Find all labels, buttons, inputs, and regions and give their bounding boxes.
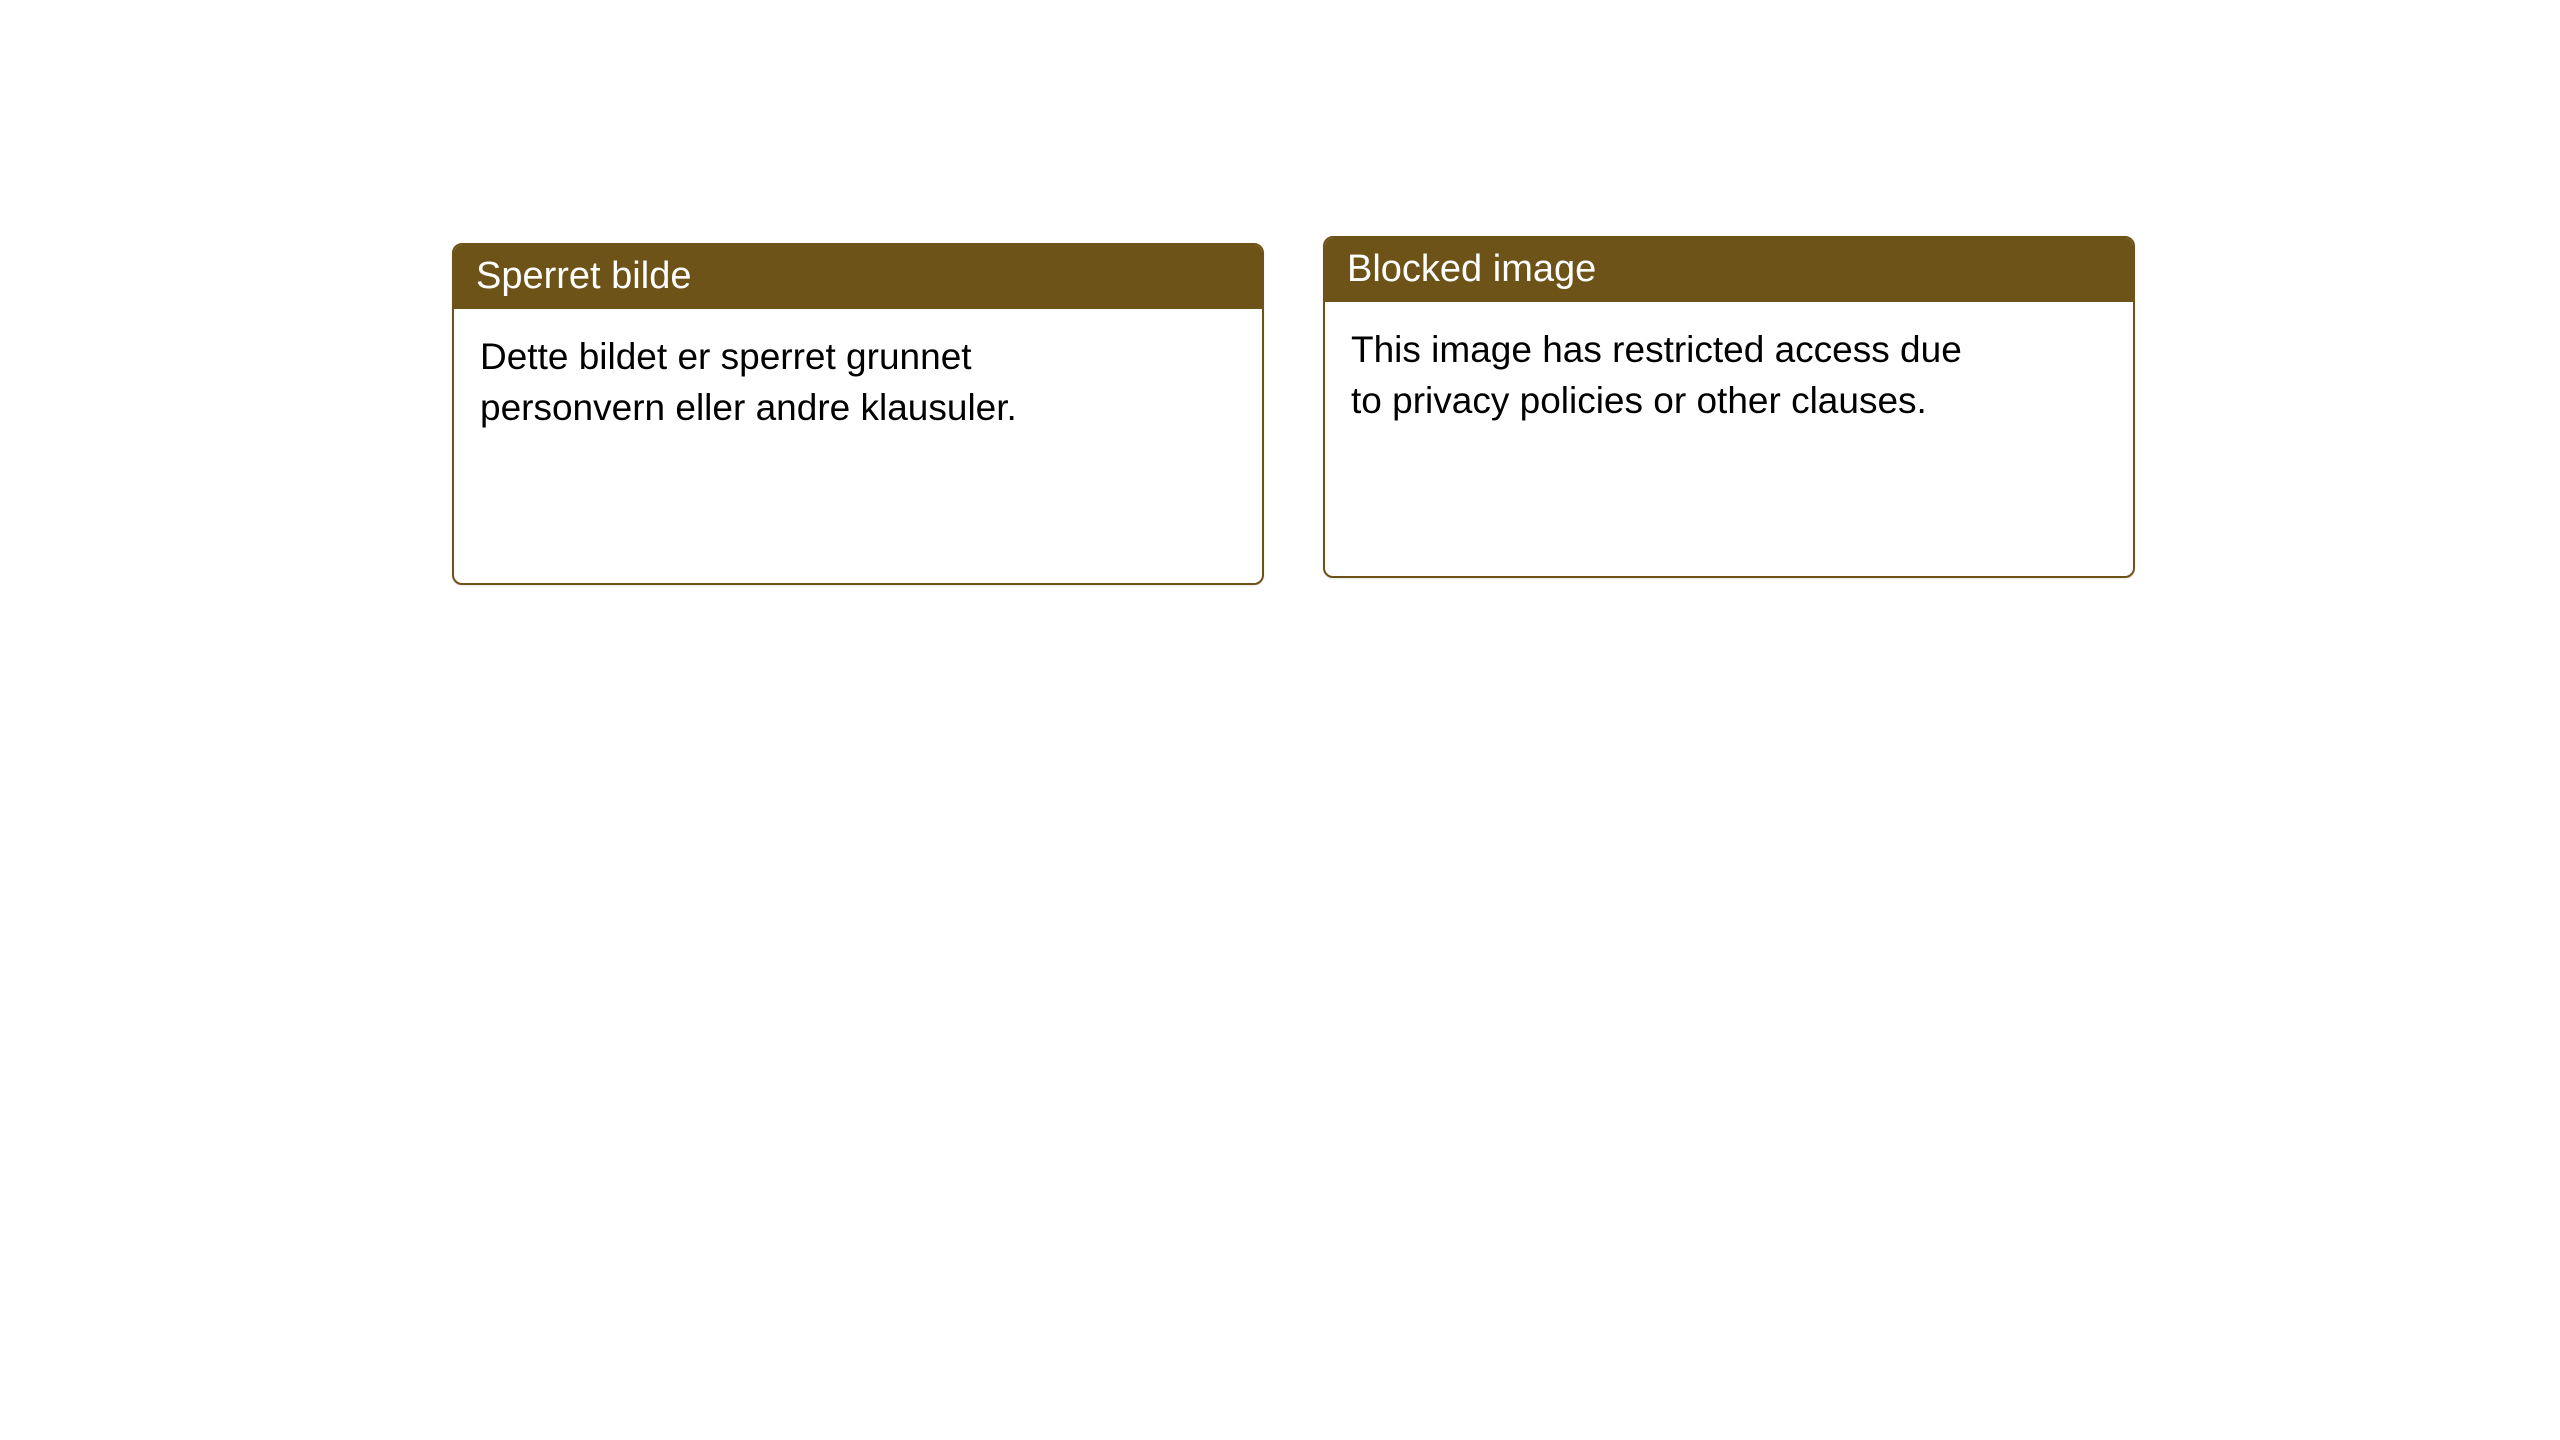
notice-card-message-en: This image has restricted access due to privacy policies or other clauses. bbox=[1351, 329, 1962, 422]
notice-card-title-en: Blocked image bbox=[1325, 238, 2133, 302]
blocked-image-notice-card-no bbox=[452, 243, 1264, 585]
blocked-image-notice-card-en bbox=[1323, 236, 2135, 578]
notice-card-message-no: Dette bildet er sperret grunnet personvern eller andre klausuler. bbox=[480, 336, 1017, 429]
notice-card-title-no: Sperret bilde bbox=[454, 245, 1262, 309]
